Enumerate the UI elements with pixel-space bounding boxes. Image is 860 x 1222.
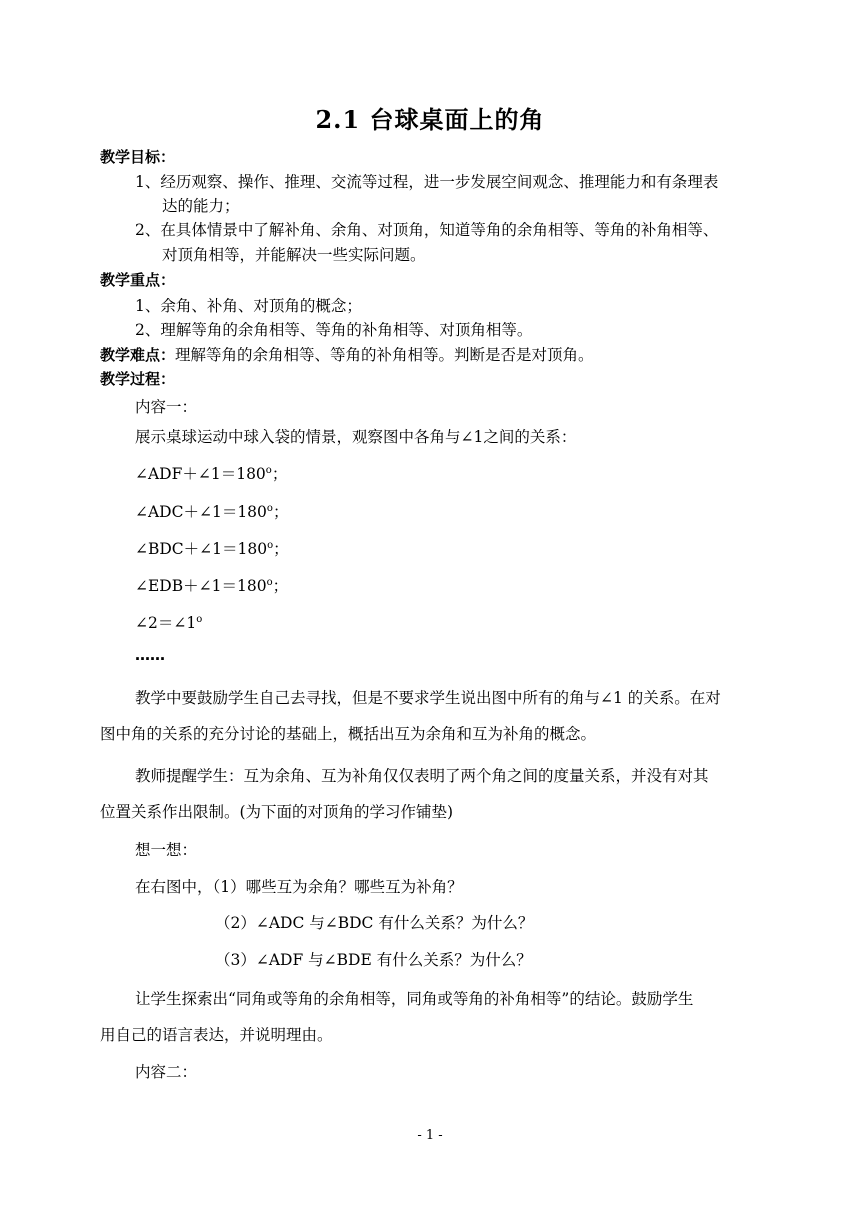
ellipsis: …… [135,646,165,664]
equation-4 [135,574,288,596]
paragraph-2-line-1: 教师提醒学生：互为余角、互为补角仅仅表明了两个角之间的度量关系，并没有对其 [135,767,709,785]
degree-mark: o [196,613,203,625]
equation-3 [135,537,289,559]
paragraph-3-line-2: 用自己的语言表达，并说明理由。 [100,1026,333,1044]
equation-4-text: ∠EDB＋∠1＝180 [135,577,267,595]
equation-2-text: ∠ADC＋∠1＝180 [135,503,267,521]
degree-mark: o [265,464,272,476]
equation-5-text: ∠2＝∠1 [135,614,197,632]
process-heading: 教学过程： [100,370,176,388]
difficulties-heading: 教学难点： [100,346,176,364]
paragraph-2-line-2: 位置关系作出限制。(为下面的对顶角的学习作铺垫) [100,803,454,821]
degree-mark: o [267,539,274,551]
equation-4-tail: ； [272,577,289,595]
key-points-heading: 教学重点： [100,271,176,289]
goal-item-2-line-2: 对顶角相等，并能解决一些实际问题。 [162,246,426,264]
goal-item-1-line-2: 达的能力； [162,197,240,215]
goal-item-2-line-1: 2、在具体情景中了解补角、余角、对顶角，知道等角的余角相等、等角的补角相等、 [135,221,719,239]
equation-5 [135,611,202,633]
key-point-item-2: 2、理解等角的余角相等、等角的补角相等、对顶角相等。 [135,321,533,339]
think-label: 想一想： [135,841,198,859]
goal-item-1-line-1: 1、经历观察、操作、推理、交流等过程，进一步发展空间观念、推理能力和有条理表 [135,173,719,191]
question-3: （3）∠ADF 与∠BDE 有什么关系？为什么？ [215,951,532,969]
equation-3-tail: ； [273,540,289,558]
paragraph-3-line-1: 让学生探索出“同角或等角的余角相等，同角或等角的补角相等”的结论。鼓励学生 [135,990,694,1008]
equation-2 [135,500,288,522]
equation-1 [135,462,287,484]
process-intro: 展示桌球运动中球入袋的情景，观察图中各角与∠1之间的关系： [135,428,577,446]
content-one-label: 内容一： [135,398,198,416]
content-two-label: 内容二： [135,1063,198,1081]
equation-3-text: ∠BDC＋∠1＝180 [135,540,268,558]
degree-mark: o [266,576,273,588]
equation-1-text: ∠ADF＋∠1＝180 [135,465,266,483]
paragraph-1-line-2: 图中角的关系的充分讨论的基础上，概括出互为余角和互为补角的概念。 [100,725,597,743]
page-number: - 1 - [417,1128,443,1143]
equation-2-tail: ； [272,503,289,521]
question-2: （2）∠ADC 与∠BDC 有什么关系？为什么？ [215,914,534,932]
goals-heading: 教学目标： [100,148,176,166]
difficulties-text: 理解等角的余角相等、等角的补角相等。判断是否是对顶角。 [175,346,594,364]
degree-mark: o [266,502,273,514]
equation-1-tail: ； [271,465,288,483]
paragraph-1-line-1: 教学中要鼓励学生自己去寻找，但是不要求学生说出图中所有的角与∠1 的关系。在对 [135,689,721,707]
page-title: 2.1 台球桌面上的角 [315,105,545,134]
key-point-item-1: 1、余角、补角、对顶角的概念； [135,297,362,315]
difficulties-line [100,343,594,365]
question-1: 在右图中，（1）哪些互为余角？哪些互为补角？ [135,878,463,896]
